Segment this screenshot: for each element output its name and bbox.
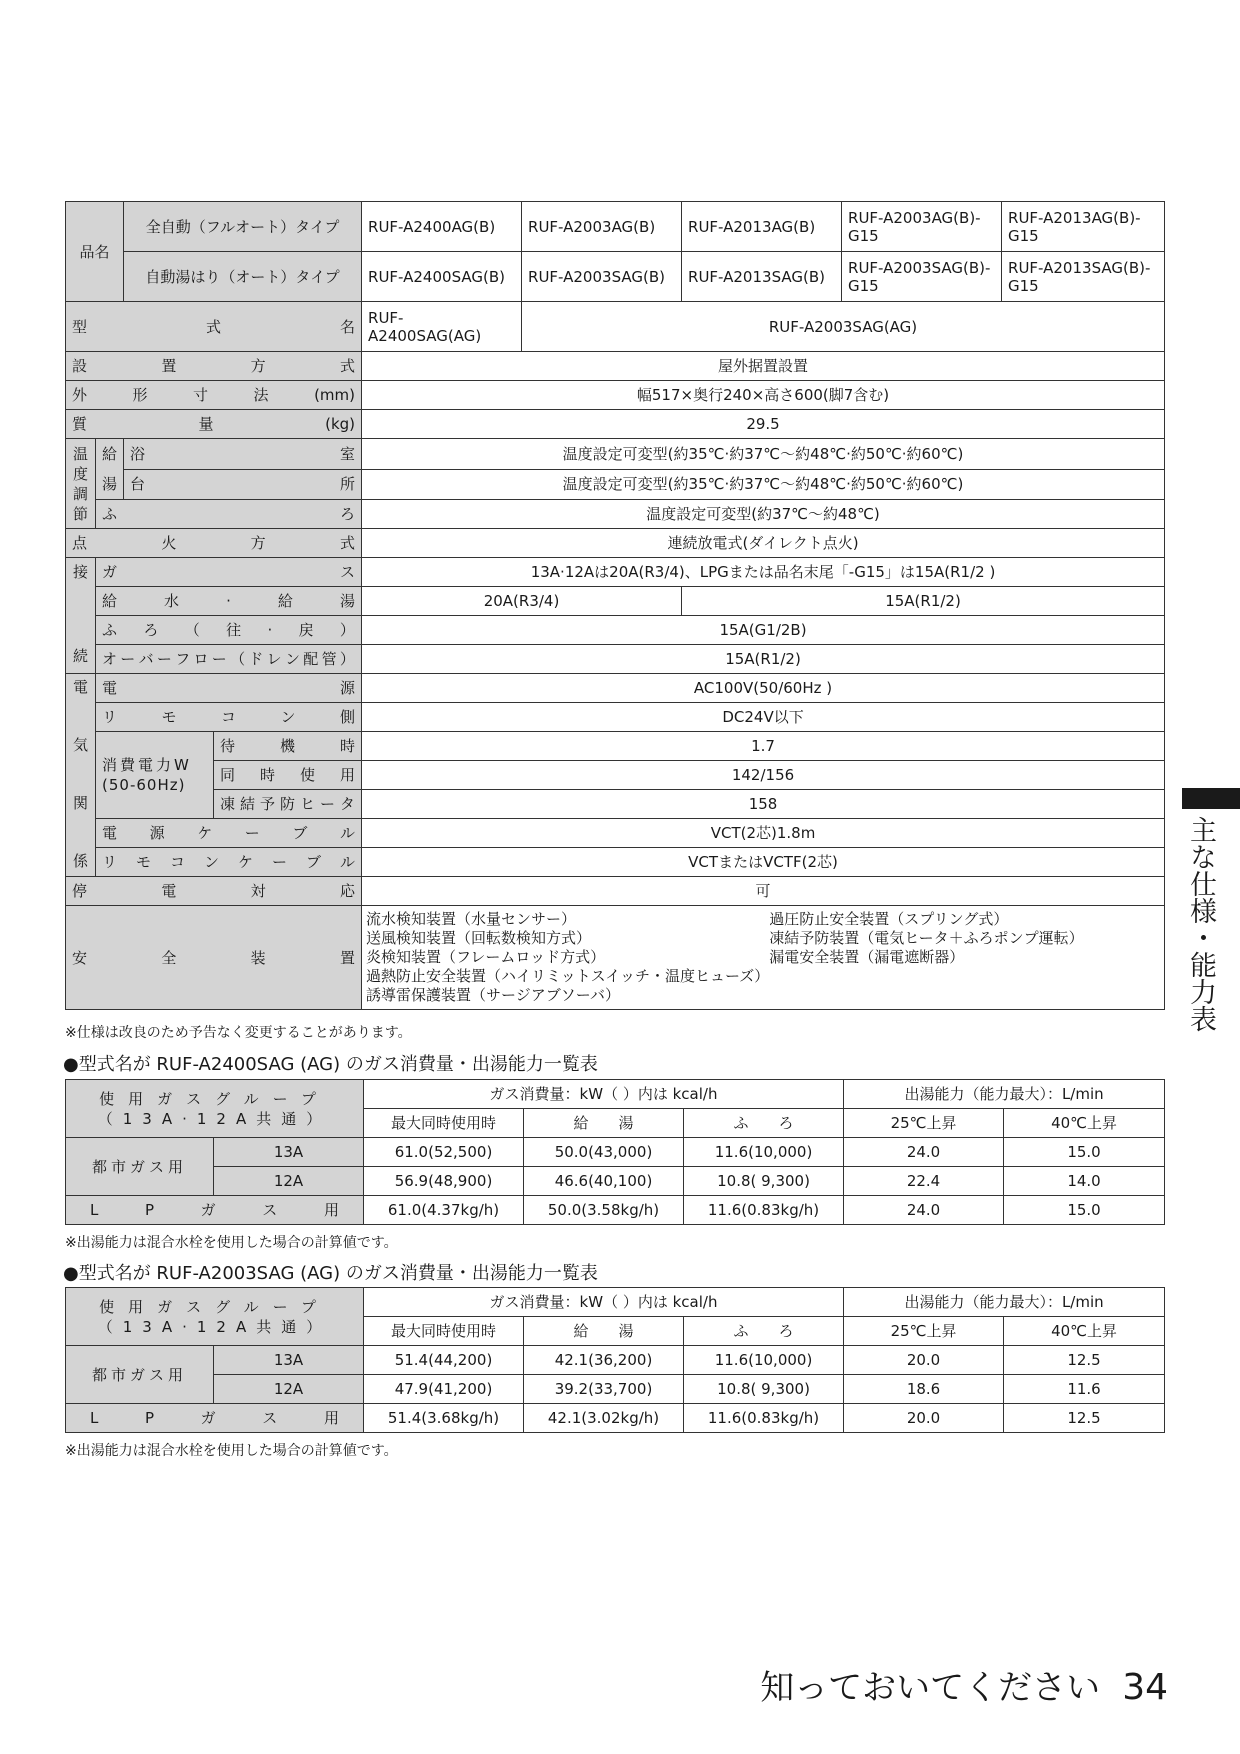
cell-furo: 11.6(10,000) [684, 1346, 844, 1375]
spread-label [102, 505, 355, 523]
label-char: タ [339, 795, 355, 813]
label-char: （ [230, 650, 246, 668]
spread-label [72, 357, 355, 375]
label-char: ふ [102, 621, 118, 639]
col-kyuto: 給 湯 [524, 1109, 684, 1138]
safety-right [769, 910, 1160, 1005]
spread-label [72, 534, 355, 552]
label-char: 式 [206, 317, 222, 336]
label-char: ド [248, 650, 264, 668]
label-char: ー [211, 650, 227, 668]
mass-value: 29.5 [362, 410, 1165, 439]
furo-pipe-value: 15A(G1/2B) [362, 616, 1165, 645]
dims-label [66, 381, 362, 410]
standby-value: 1.7 [362, 732, 1165, 761]
spread-label [102, 679, 355, 697]
label-char: 凍 [220, 795, 236, 813]
overflow-label [96, 645, 362, 674]
label-char: 浴 [130, 444, 146, 463]
spread-label [220, 737, 355, 755]
label-char: 給 [277, 592, 293, 610]
cell-max: 56.9(48,900) [364, 1167, 524, 1196]
label-char: 水 [164, 592, 180, 610]
label-char: 方 [250, 357, 266, 375]
label-char: 用 [339, 766, 355, 784]
model-label [66, 302, 362, 352]
cell-40: 12.5 [1004, 1404, 1165, 1433]
safety-list [362, 906, 1164, 1009]
label-char: 源 [340, 679, 356, 697]
outage-value: 可 [362, 877, 1165, 906]
label-char: 外 [72, 386, 88, 404]
label-char: · [226, 592, 231, 610]
auto-label: 自動湯はり（オート）タイプ [124, 252, 362, 302]
label-char: ケ [197, 824, 213, 842]
spread-label [72, 882, 355, 900]
capacity-table-2 [65, 1287, 1165, 1433]
power-label [96, 674, 362, 703]
mass-label [66, 410, 362, 439]
row-label: 13A [214, 1346, 364, 1375]
cell-25: 20.0 [844, 1346, 1004, 1375]
table1-note: ※出湯能力は混合水栓を使用した場合の計算値です。 [65, 1235, 398, 1251]
label-char: 源 [149, 824, 165, 842]
cell-kyuto: 39.2(33,700) [524, 1375, 684, 1404]
safety-item: 誘導雷保護装置（サージアブソーバ） [366, 986, 620, 1004]
furo-pipe-label [96, 616, 362, 645]
lp-label [66, 1196, 364, 1225]
label-char: 機 [280, 737, 296, 755]
cable-label [96, 819, 362, 848]
overflow-value: 15A(R1/2) [362, 645, 1165, 674]
safety-cell [362, 906, 1165, 1010]
label-char: ス [340, 563, 356, 581]
side-tab-bar [1182, 788, 1240, 809]
cell-kyuto: 50.0(43,000) [524, 1138, 684, 1167]
label-char: ガ [200, 1409, 216, 1427]
table2-note: ※出湯能力は混合水栓を使用した場合の計算値です。 [65, 1443, 398, 1459]
spread-label [102, 650, 355, 668]
cell-kyuto: 42.1(3.02kg/h) [524, 1404, 684, 1433]
label-char: 対 [250, 882, 266, 900]
safety-left [366, 910, 769, 1005]
cell-furo: 11.6(10,000) [684, 1138, 844, 1167]
label-char: 式 [339, 357, 355, 375]
consumption-label [96, 732, 214, 819]
gas-group-sub: （13A·12A共通） [97, 1317, 332, 1336]
spread-label [102, 824, 355, 842]
cell-max: 51.4(44,200) [364, 1346, 524, 1375]
label-char: 安 [72, 948, 88, 967]
auto-model: RUF-A2013SAG(B)-G15 [1002, 252, 1165, 302]
safety-label [66, 906, 362, 1010]
install-label [66, 352, 362, 381]
spread-label [220, 795, 355, 813]
consumption-hz: (50-60Hz) [102, 776, 186, 794]
table1-heading: ●型式名が RUF-A2400SAG (AG) のガス消費量・出湯能力一覧表 [63, 1054, 598, 1075]
gas-group-label: 使用ガスグループ [99, 1089, 330, 1108]
gas-label [96, 558, 362, 587]
cell-40: 14.0 [1004, 1167, 1165, 1196]
side-tab-label: 主な仕様・能力表 [1185, 816, 1216, 1032]
label-char: 側 [340, 708, 356, 726]
kitchen-label [124, 469, 362, 500]
label-char: ン [284, 650, 300, 668]
label-char: L [90, 1201, 99, 1219]
label-char: 式 [339, 534, 355, 552]
freeze-value: 158 [362, 790, 1165, 819]
furo-temp-value: 温度設定可変型(約37℃～約48℃) [362, 500, 1165, 529]
full-auto-model: RUF-A2400AG(B) [362, 202, 522, 252]
label-char: バ [138, 650, 154, 668]
safety-item: 漏電安全装置（漏電遮断器） [769, 948, 965, 966]
label-char: ン [204, 853, 220, 871]
label-char: 所 [340, 475, 356, 494]
ignition-value: 連続放電式(ダイレクト点火) [362, 529, 1165, 558]
gas-group-cell [66, 1080, 364, 1138]
cell-kyuto: 50.0(3.58kg/h) [524, 1196, 684, 1225]
cell-25: 24.0 [844, 1138, 1004, 1167]
capacity-table-1 [65, 1079, 1165, 1225]
consumption-header: ガス消費量：kW（ ）内は kcal/h [364, 1288, 844, 1317]
cell-max: 61.0(4.37kg/h) [364, 1196, 524, 1225]
label-char: ル [339, 824, 355, 842]
furo-temp-label [96, 500, 362, 529]
label-char: ガ [102, 563, 118, 581]
label-char: コ [170, 853, 186, 871]
label-char: ロ [193, 650, 209, 668]
bath-value: 温度設定可変型(約35℃·約37℃～約48℃·約50℃·約60℃) [362, 439, 1165, 470]
row-label: 13A [214, 1138, 364, 1167]
label-char: ） [339, 621, 355, 639]
label-char: 湯 [339, 592, 355, 610]
consumption-header: ガス消費量：kW（ ）内は kcal/h [364, 1080, 844, 1109]
power-value: AC100V(50/60Hz ) [362, 674, 1165, 703]
col-furo: ふ ろ [684, 1109, 844, 1138]
footer-title: 知っておいてください [760, 1668, 1101, 1708]
label-unit: (mm) [314, 386, 355, 404]
spread-label [102, 621, 355, 639]
cell-kyuto: 42.1(36,200) [524, 1346, 684, 1375]
label-char: 名 [340, 317, 356, 336]
label-char: ） [339, 650, 355, 668]
cell-25: 18.6 [844, 1375, 1004, 1404]
remote-value: DC24V以下 [362, 703, 1165, 732]
label-char: 配 [303, 650, 319, 668]
spec-note: ※仕様は改良のため予告なく変更することがあります。 [65, 1025, 412, 1041]
remote-cable-value: VCTまたはVCTF(2芯) [362, 848, 1165, 877]
spread-label [102, 563, 355, 581]
kitchen-value: 温度設定可変型(約35℃·約37℃～約48℃·約50℃·約60℃) [362, 469, 1165, 500]
cell-40: 15.0 [1004, 1138, 1165, 1167]
hinmei-label: 品名 [66, 202, 124, 302]
col-kyuto: 給 湯 [524, 1317, 684, 1346]
label-char: 同 [220, 766, 236, 784]
spread-label [72, 386, 355, 404]
spread-label [72, 1201, 357, 1219]
cell-max: 61.0(52,500) [364, 1138, 524, 1167]
col-max: 最大同時使用時 [364, 1317, 524, 1346]
label-char: 全 [161, 948, 177, 967]
spread-label [72, 415, 355, 433]
outage-label [66, 877, 362, 906]
label-char: 用 [323, 1201, 339, 1219]
label-char: 用 [323, 1409, 339, 1427]
safety-item: 流水検知装置（水量センサー） [366, 910, 577, 928]
cell-25: 20.0 [844, 1404, 1004, 1433]
kyuto-label: 給湯 [96, 439, 124, 500]
cell-furo: 11.6(0.83kg/h) [684, 1404, 844, 1433]
col-40: 40℃上昇 [1004, 1109, 1165, 1138]
spec-table [65, 201, 1165, 1010]
gas-group-cell [66, 1288, 364, 1346]
capacity-header: 出湯能力（能力最大）：L/min [844, 1288, 1165, 1317]
label-char: 電 [102, 824, 118, 842]
auto-model: RUF-A2003SAG(B)-G15 [842, 252, 1002, 302]
ignition-label [66, 529, 362, 558]
label-char: 法 [253, 386, 269, 404]
gas-group-label: 使用ガスグループ [99, 1297, 330, 1316]
col-max: 最大同時使用時 [364, 1109, 524, 1138]
label-char: 室 [340, 444, 356, 463]
label-char: 形 [132, 386, 148, 404]
full-auto-model: RUF-A2013AG(B)-G15 [1002, 202, 1165, 252]
consumption-title: 消費電力W [102, 756, 192, 774]
label-char: 給 [102, 592, 118, 610]
spread-label [72, 1409, 357, 1427]
col-25: 25℃上昇 [844, 1317, 1004, 1346]
spread-label [102, 592, 355, 610]
simul-label [214, 761, 362, 790]
cable-value: VCT(2芯)1.8m [362, 819, 1165, 848]
label-char: 時 [339, 737, 355, 755]
label-char: 量 [198, 415, 214, 433]
gas-value: 13A·12Aは20A(R3/4)、LPGまたは品名末尾「-G15」は15A(R1/2 ) [362, 558, 1165, 587]
label-char: モ [136, 853, 152, 871]
label-char: 係 [72, 852, 88, 870]
label-char: ル [340, 853, 356, 871]
label-char: 時 [260, 766, 276, 784]
label-char: 応 [339, 882, 355, 900]
label-char: ケ [238, 853, 254, 871]
auto-model: RUF-A2400SAG(B) [362, 252, 522, 302]
label-char: ス [262, 1201, 278, 1219]
label-char: 管 [321, 650, 337, 668]
bath-label [124, 439, 362, 470]
spread-label [72, 949, 355, 967]
col-25: 25℃上昇 [844, 1109, 1004, 1138]
label-char: 電 [161, 882, 177, 900]
label-char: ー [272, 853, 288, 871]
label-char: 方 [250, 534, 266, 552]
cell-kyuto: 46.6(40,100) [524, 1167, 684, 1196]
model-value-1: RUF-A2400SAG(AG) [362, 302, 522, 352]
label-char: 置 [161, 357, 177, 375]
label-char: 往 [226, 621, 242, 639]
full-auto-model: RUF-A2013AG(B) [682, 202, 842, 252]
label-char: 停 [72, 882, 88, 900]
label-char: ブ [292, 824, 308, 842]
label-char: オ [102, 650, 118, 668]
label-char: リ [102, 708, 118, 726]
label-char: ン [280, 708, 296, 726]
full-auto-label: 全自動（フルオート）タイプ [124, 202, 362, 252]
spread-label [130, 445, 355, 463]
label-char: 点 [72, 534, 88, 552]
capacity-header: 出湯能力（能力最大）：L/min [844, 1080, 1165, 1109]
col-40: 40℃上昇 [1004, 1317, 1165, 1346]
row-label: 12A [214, 1375, 364, 1404]
label-char: P [144, 1201, 155, 1219]
elec-group-text [72, 674, 89, 874]
spread-label [102, 853, 355, 871]
city-gas-label: 都市ガス用 [66, 1138, 214, 1196]
simul-value: 142/156 [362, 761, 1165, 790]
footer [760, 1660, 1168, 1709]
label-char: 電 [102, 679, 118, 697]
label-char: 続 [72, 647, 88, 665]
label-char: 気 [72, 736, 88, 754]
label-char: ヒ [299, 795, 315, 813]
cell-40: 15.0 [1004, 1196, 1165, 1225]
label-char: · [267, 621, 273, 639]
label-char: （ [184, 621, 200, 639]
label-char: レ [266, 650, 282, 668]
label-char: ー [244, 824, 260, 842]
safety-item: 送風検知装置（回転数検知方式） [366, 929, 592, 947]
freeze-label [214, 790, 362, 819]
water-label [96, 587, 362, 616]
label-char: 火 [161, 534, 177, 552]
auto-model: RUF-A2013SAG(B) [682, 252, 842, 302]
table2-heading: ●型式名が RUF-A2003SAG (AG) のガス消費量・出湯能力一覧表 [63, 1263, 598, 1284]
conn-group-label [66, 558, 96, 674]
label-char: ふ [102, 505, 118, 523]
safety-item: 炎検知装置（フレームロッド方式） [366, 948, 606, 966]
label-char: 置 [339, 948, 355, 967]
label-char: 戻 [298, 621, 314, 639]
label-char: 寸 [193, 386, 209, 404]
row-label: 12A [214, 1167, 364, 1196]
lp-label [66, 1404, 364, 1433]
label-char: ブ [306, 853, 322, 871]
full-auto-model: RUF-A2003AG(B) [522, 202, 682, 252]
cell-40: 11.6 [1004, 1375, 1165, 1404]
label-char: ー [319, 795, 335, 813]
cell-max: 47.9(41,200) [364, 1375, 524, 1404]
city-gas-label: 都市ガス用 [66, 1346, 214, 1404]
label-char: 質 [72, 415, 88, 433]
full-auto-model: RUF-A2003AG(B)-G15 [842, 202, 1002, 252]
label-char: コ [221, 708, 237, 726]
label-char: 待 [220, 737, 236, 755]
temp-group-label: 温度調節 [66, 439, 96, 529]
cell-furo: 10.8( 9,300) [684, 1167, 844, 1196]
spread-label [102, 708, 355, 726]
cell-max: 51.4(3.68kg/h) [364, 1404, 524, 1433]
label-char: ろ [340, 505, 356, 523]
conn-group-text [72, 558, 89, 670]
label-char: ス [262, 1409, 278, 1427]
auto-model: RUF-A2003SAG(B) [522, 252, 682, 302]
model-value-2: RUF-A2003SAG(AG) [522, 302, 1165, 352]
remote-cable-label [96, 848, 362, 877]
label-char: 型 [72, 317, 88, 336]
label-char: P [144, 1409, 155, 1427]
spread-label [72, 318, 355, 336]
page-number: 34 [1122, 1667, 1168, 1708]
label-char: ー [156, 650, 172, 668]
install-value: 屋外据置設置 [362, 352, 1165, 381]
standby-label [214, 732, 362, 761]
dims-value: 幅517×奥行240×高さ600(脚7含む) [362, 381, 1165, 410]
label-char: 装 [250, 948, 266, 967]
label-char: 防 [279, 795, 295, 813]
safety-item: 過圧防止安全装置（スプリング式） [769, 910, 1009, 928]
safety-item: 過熱防止安全装置（ハイリミットスイッチ・温度ヒューズ） [366, 967, 770, 985]
water-value-1: 20A(R3/4) [362, 587, 682, 616]
label-unit: (kg) [325, 415, 356, 433]
label-char: 台 [130, 475, 146, 494]
safety-item: 凍結予防装置（電気ヒータ＋ふろポンプ運転） [769, 929, 1084, 947]
cell-40: 12.5 [1004, 1346, 1165, 1375]
label-char: L [90, 1409, 99, 1427]
label-char: 使 [299, 766, 315, 784]
label-char: リ [102, 853, 118, 871]
spread-label [130, 475, 355, 493]
label-char: ー [120, 650, 136, 668]
cell-furo: 10.8( 9,300) [684, 1375, 844, 1404]
label-char: 結 [240, 795, 256, 813]
cell-furo: 11.6(0.83kg/h) [684, 1196, 844, 1225]
cell-25: 22.4 [844, 1167, 1004, 1196]
cell-25: 24.0 [844, 1196, 1004, 1225]
label-char: ろ [143, 621, 159, 639]
remote-label [96, 703, 362, 732]
gas-group-sub: （13A·12A共通） [97, 1109, 332, 1128]
col-furo: ふ ろ [684, 1317, 844, 1346]
label-char: 関 [72, 794, 88, 812]
label-char: モ [161, 708, 177, 726]
label-char: 接 [72, 563, 88, 581]
elec-group-label [66, 674, 96, 877]
spread-label [220, 766, 355, 784]
label-char: 設 [72, 357, 88, 375]
label-char: 電 [72, 678, 88, 696]
label-char: フ [175, 650, 191, 668]
label-char: 予 [259, 795, 275, 813]
water-value-2: 15A(R1/2) [682, 587, 1165, 616]
label-char: ガ [200, 1201, 216, 1219]
